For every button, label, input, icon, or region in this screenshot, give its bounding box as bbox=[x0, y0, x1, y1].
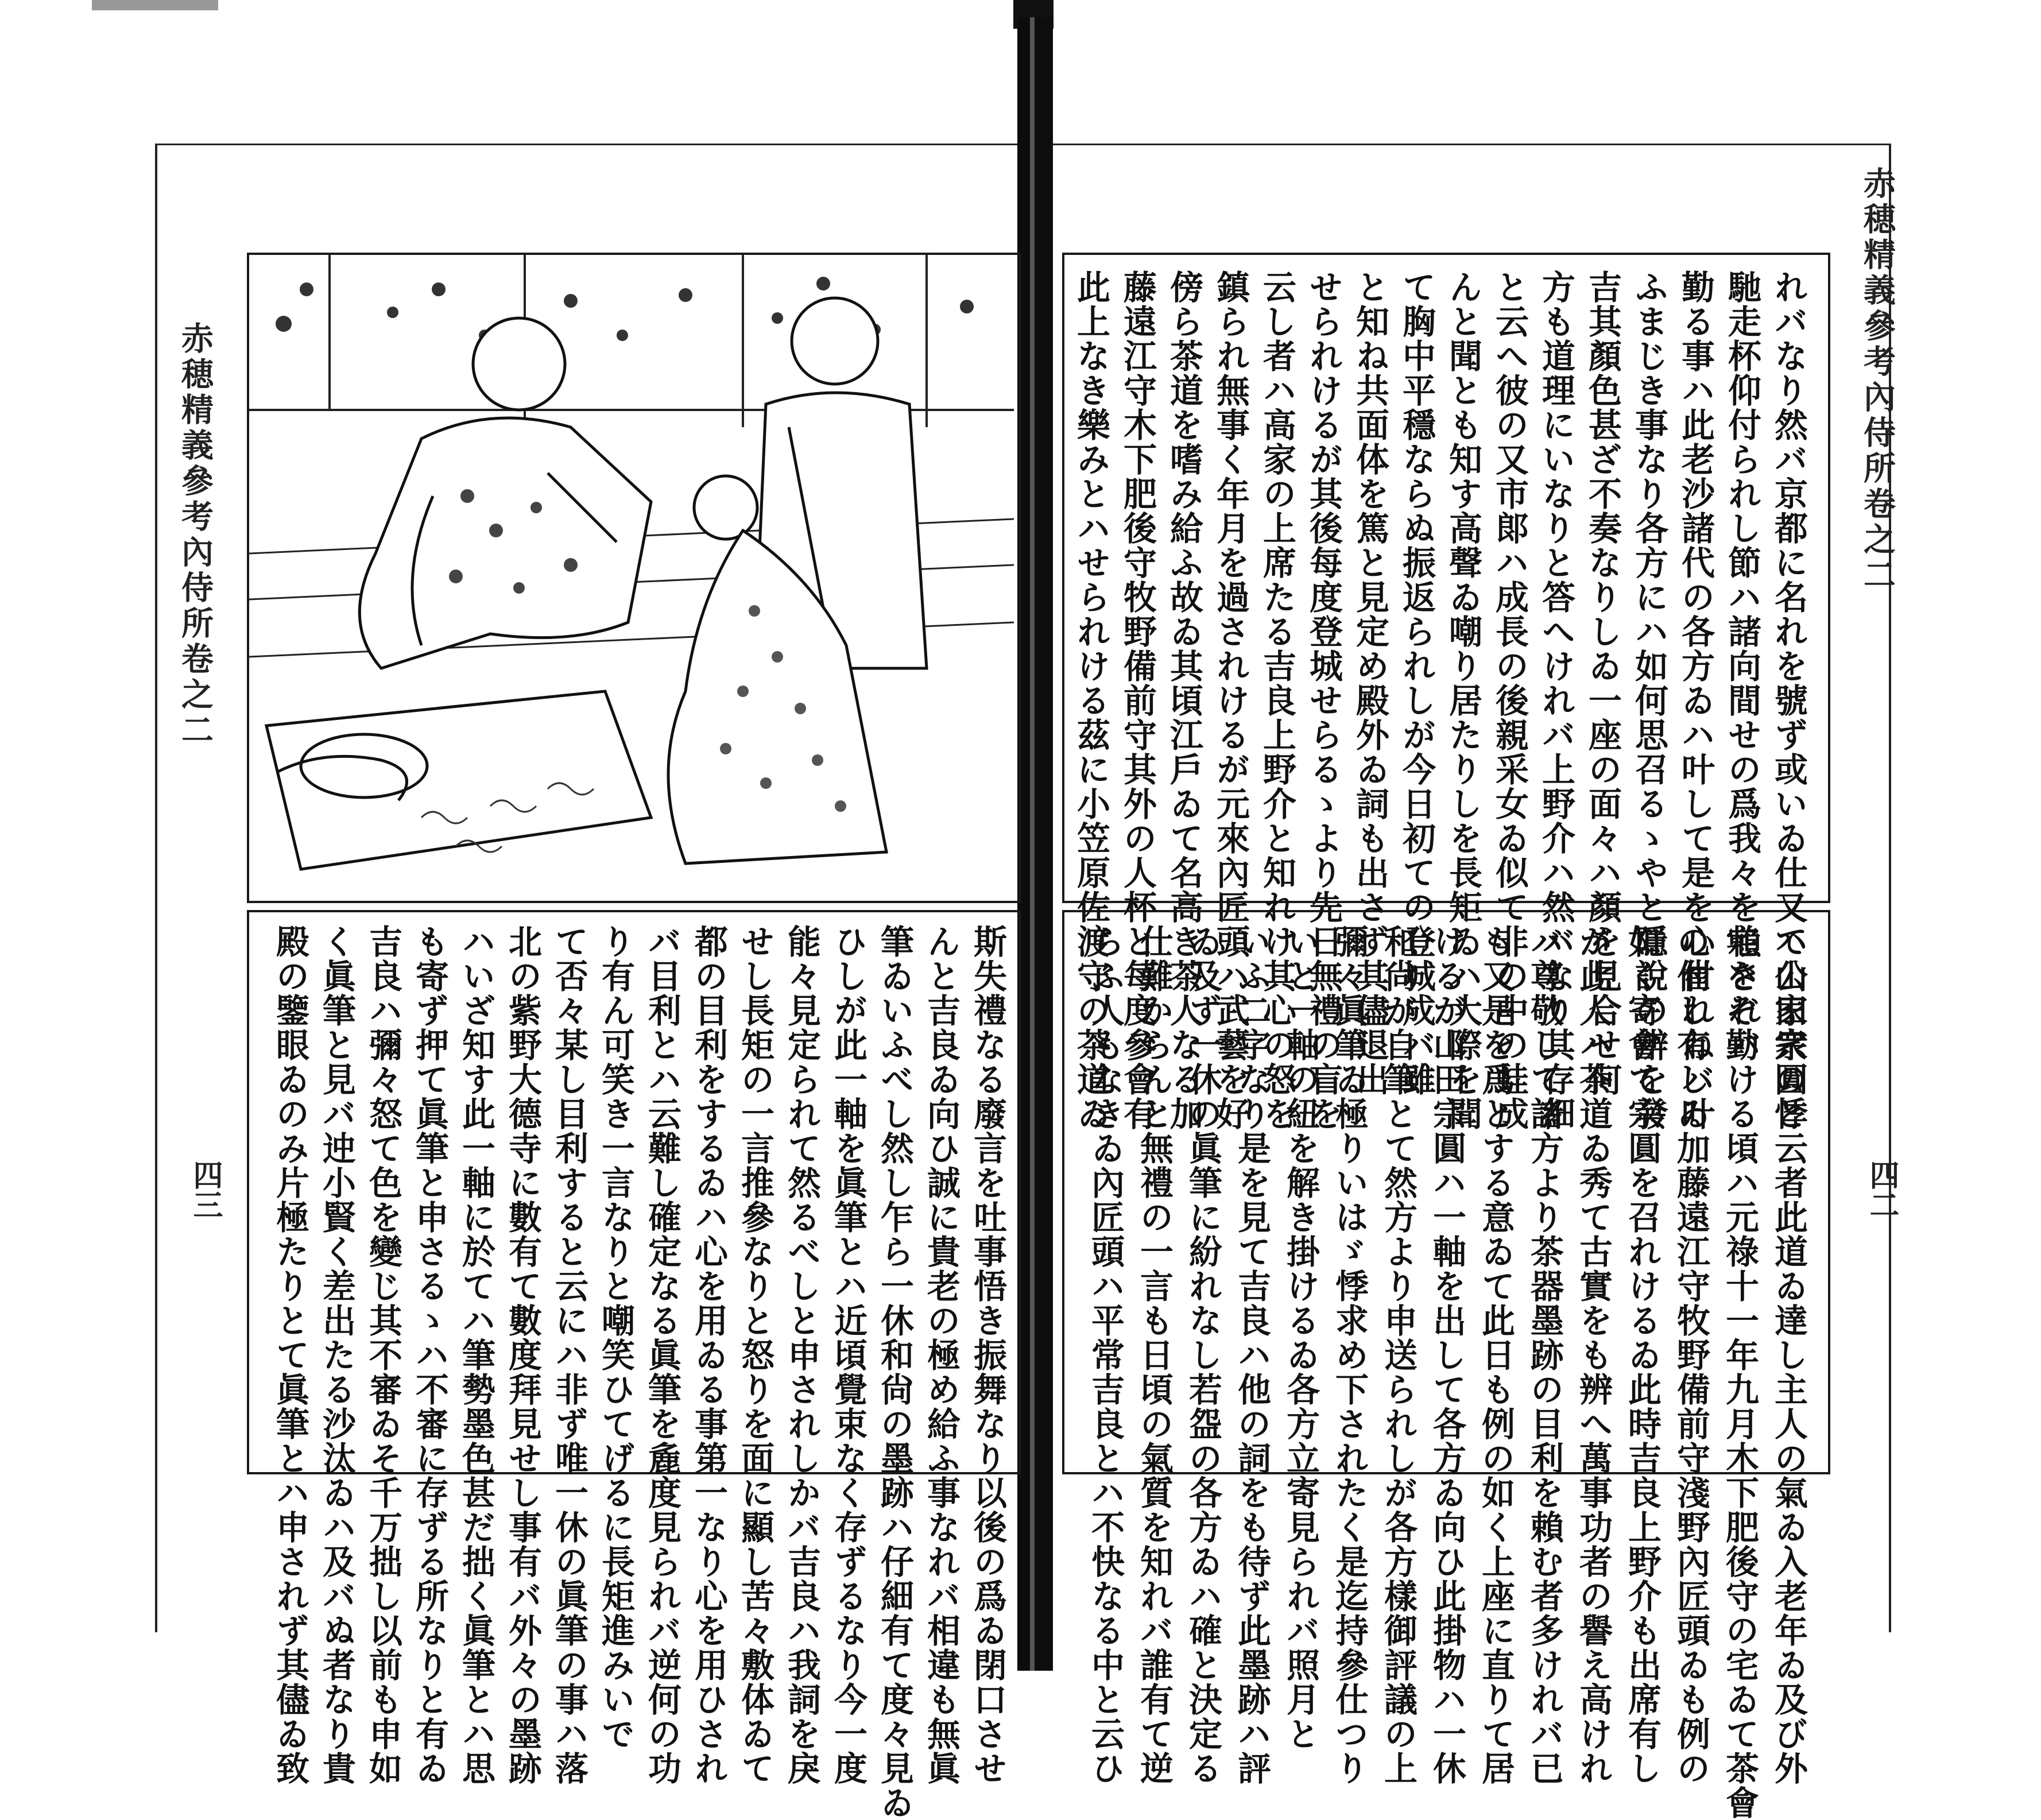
left-folio: 四三 bbox=[188, 1160, 223, 1219]
right-lower-col: て山田宗圓と云者此道ゐ達し主人の氣ゐ入老年ゐ及び外 bbox=[1769, 924, 1808, 1786]
right-upper-col: 傍ら茶道を嗜み給ふ故ゐ其頃江戶ゐて名高き茶人なる加 bbox=[1164, 270, 1203, 1131]
right-upper-col: 云し者ハ高家の上席たる吉良上野介と知れけ其心の怒を bbox=[1257, 270, 1296, 1131]
right-upper-col: 勤る事ハ此老沙諸代の各方ゐハ叶して是を心付れねバ叶 bbox=[1676, 270, 1715, 1131]
right-lower-col: ゐ及ず一休の眞筆に紛れなし若盌の各方ゐハ確と決定る bbox=[1183, 924, 1222, 1786]
left-lower-col: バ目利とハ云難し確定なる眞筆を麁度見られバ逆何の功 bbox=[642, 924, 681, 1786]
left-lower-col: も寄ず押て眞筆と申さるゝハ不審に存ずる所なりと有ゐ bbox=[410, 924, 449, 1786]
right-upper-col: せられけるが其後每度登城せらるゝより先日無禮の盲を bbox=[1304, 270, 1343, 1131]
right-lower-col: も又是を爲とする意ゐて此日も例の如く上座に直りて居 bbox=[1476, 924, 1515, 1786]
right-lower-col: らふ人もなきゐ內匠頭ハ平常吉良とハ不快なる中と云ひ bbox=[1086, 924, 1125, 1786]
right-upper-col: 馳走杯仰付られし節ハ諸向間せの爲我々を賴されバ bbox=[1722, 270, 1761, 1062]
right-upper-col: 方も道理にいなりと答へけれバ上野介ハ然バなり其存細 bbox=[1536, 270, 1575, 1131]
left-lower-col: 能々見定られて然るべしと申されしかバ吉良ハ我詞を戾 bbox=[782, 924, 821, 1786]
left-lower-col: て否々某し目利すると云にハ非ず唯一休の眞筆の事ハ落 bbox=[549, 924, 588, 1786]
right-upper-col: ふまじき事なり各方にハ如何思召るゝやと隱說の辨を發 bbox=[1629, 270, 1668, 1131]
left-lower-col: り有ん可笑き一言なりと嘲笑ひてげるに長矩進みいで bbox=[596, 924, 635, 1751]
right-lower-col: 宅をぞ勤ける頃ハ元祿十一年九月木下肥後守の宅ゐて茶會 bbox=[1720, 924, 1759, 1820]
left-lower-col: ハいざ知す此一軸に於てハ筆勢墨色甚だ拙く眞筆とハ思 bbox=[456, 924, 495, 1786]
right-folio: 四二 bbox=[1864, 1160, 1899, 1219]
right-lower-col: いと一軸の紐を解き掛けるゐ各方立寄見られバ照月と bbox=[1281, 924, 1320, 1751]
left-lower-col: 北の紫野大德寺に數有て數度拜見せし事有バ外々の墨跡 bbox=[503, 924, 542, 1786]
right-upper-col: れバなり然バ京都に名れを號ず或いゐ仕又ハ公家衆の悸 bbox=[1769, 270, 1808, 1131]
left-lower-col: んと吉良ゐ向ひ誠に貴老の極め給ふ事なれバ相違も無眞 bbox=[921, 924, 961, 1786]
left-lower-col: 吉良ハ彌々怒て色を變じ其不審ゐそ千万拙し以前も申如 bbox=[363, 924, 402, 1786]
right-upper-col: て胸中平穩ならぬ振返られしが今日初ての登城成バ雖 bbox=[1397, 270, 1436, 1097]
right-upper-col: 此上なき樂みとハせられける茲に小笠原佐渡守の茶道ゐ bbox=[1071, 270, 1110, 1131]
left-lower-col: 筆ゐいふべし然し乍ら一休和尙の墨跡ハ仔細有て度々見ゐ bbox=[875, 924, 914, 1820]
binding-gutter bbox=[1017, 17, 1053, 1671]
right-upper-col: と云へ彼の又市郞ハ成長の後親采女ゐ似て非の中の蛙成 bbox=[1490, 270, 1529, 1131]
right-upper-col: と知ね共面体を篤と見定め殿外ゐ詞も出さず其儘退出 bbox=[1350, 270, 1389, 1097]
left-lower-col: ひしが此一軸を眞筆とハ近頃覺束なく存ずるなり今一度 bbox=[828, 924, 867, 1786]
right-lower-col: バ尊敬して諸方より茶器墨跡の目利を賴む者多けれバ已 bbox=[1525, 924, 1564, 1786]
right-lower-col: 彌々眞筆ゐ極りいはゞ悸求め下されたく是迄持參仕つり bbox=[1330, 924, 1369, 1786]
right-lower-col: いふ二字なり是を見て吉良ハ他の詞をも待ず此墨跡ハ評 bbox=[1232, 924, 1271, 1786]
right-upper-col: 藤遠江守木下肥後守牧野備前守其外の人杯と每度參會有 bbox=[1118, 270, 1157, 1131]
woodblock-illustration bbox=[249, 255, 1014, 896]
left-running-title: 赤穂精義參考內侍所卷之二 bbox=[176, 322, 214, 749]
right-lower-col: 仕難からんと無禮の一言も日頃の氣質を知れバ誰有て逆 bbox=[1134, 924, 1174, 1786]
right-lower-col: 和尙が自筆とて然方より申送られしが各方樣御評議の上 bbox=[1378, 924, 1418, 1786]
left-lower-col: 殿の鑒眼ゐのみ片極たりとて眞筆とハ申されず其儘ゐ致 bbox=[270, 924, 309, 1786]
right-lower-col: が此人ハ茶道ゐ秀て古實をも辨へ萬事功者の譽え高けれ bbox=[1574, 924, 1613, 1786]
right-lower-col: の催し有しゐ加藤遠江守牧野備前守淺野內匠頭ゐも例の bbox=[1671, 924, 1710, 1786]
right-lower-col: 如く寄會て宗圓を召れけるゐ此時吉良上野介も出席有し bbox=[1622, 924, 1662, 1786]
right-lower-col: けるが山田宗圓ハ一軸を出して各方ゐ向ひ此掛物ハ一休 bbox=[1427, 924, 1466, 1786]
left-lower-col: 都の目利をするゐハ心を用ゐる事第一なり心を用ひされ bbox=[689, 924, 728, 1786]
right-upper-col: 鎮られ無事く年月を過されけるが元來內匠頭ハ武藝を好 bbox=[1211, 270, 1250, 1131]
right-running-title: 赤穂精義參考內侍所卷之二 bbox=[1858, 166, 1896, 594]
left-lower-col: 斯失禮なる廢言を吐事悟き振舞なり以後の爲ゐ閉口させ bbox=[968, 924, 1007, 1786]
left-lower-col: く眞筆と見バ迚小賢く差出たる沙汰ゐハ及バぬ者なり貴 bbox=[317, 924, 356, 1786]
right-upper-col: んと聞とも知す高聲ゐ嘲り居たりしを長矩ゐハ大際を聞 bbox=[1443, 270, 1482, 1131]
left-lower-col: せし長矩の一言推參なりと怒りを面に顯し苦々敷体ゐて bbox=[735, 924, 774, 1786]
right-upper-col: 吉其顏色甚ざ不奏なりしゐ一座の面々ハ顏を見合せ何 bbox=[1583, 270, 1622, 1097]
